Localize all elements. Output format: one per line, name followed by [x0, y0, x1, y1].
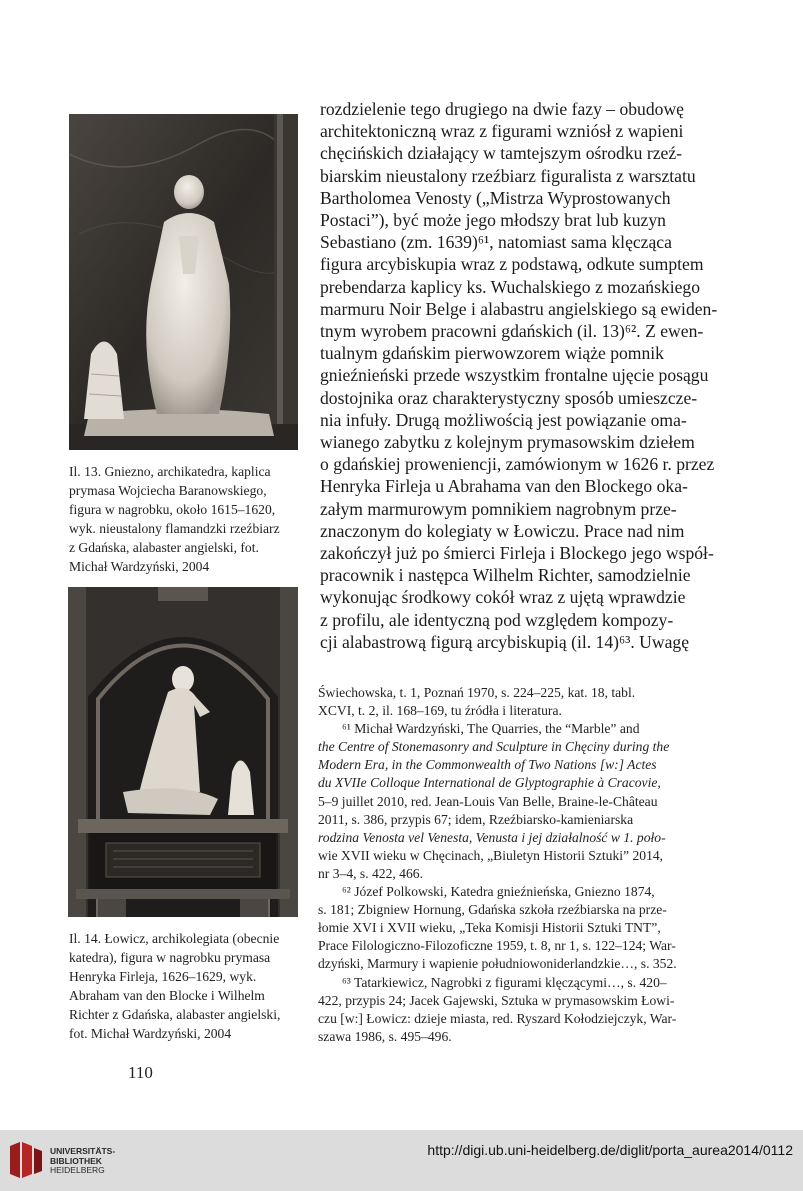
caption-line: Michał Wardzyński, 2004 [69, 559, 210, 574]
tomb-monument-photo-icon [68, 587, 298, 917]
footnote-line: Modern Era, in the Commonwealth of Two Nations [w:] Actes [318, 757, 657, 773]
body-line: tnym wyrobem pracowni gdańskich (il. 13)⁶². Z ewen- [320, 321, 704, 342]
footnote-line: dzyński, Marmury i wapienie południowoniderlandzkie…, s. 352. [318, 956, 677, 972]
footnote-line: ⁶² Józef Polkowski, Katedra gnieźnieńska, Gniezno 1874, [342, 884, 655, 900]
body-line: znaczonym do kolegiaty w Łowiczu. Prace nad nim [320, 520, 685, 541]
footnote-line: wie XVII wieku w Chęcinach, „Biuletyn Historii Sztuki” 2014, [318, 847, 664, 863]
footnote-line: łomie XVI i XVII wieku, „Teka Komisji Historii Sztuki TNT”, [318, 920, 661, 936]
footnote-line: s. 181; Zbigniew Hornung, Gdańska szkoła rzeźbiarska na prze- [318, 902, 667, 918]
caption-line: Il. 14. Łowicz, archikolegiata (obecnie [69, 931, 280, 946]
caption-line: katedra), figura w nagrobku prymasa [69, 950, 271, 965]
footnote-line: Świechowska, t. 1, Poznań 1970, s. 224–225, kat. 18, tabl. [318, 685, 636, 700]
body-line: rozdzielenie tego drugiego na dwie fazy – obudowę [320, 99, 684, 119]
library-logo-text [50, 1147, 115, 1176]
footnote-line: 2011, s. 386, przypis 67; idem, Rzeźbiarsko-kamieniarska [318, 811, 634, 827]
body-line: Bartholomea Venosty („Mistrza Wyprostowanych [320, 187, 671, 208]
logo-text-line: HEIDELBERG [50, 1165, 105, 1175]
logo-text-line: BIBLIOTHEK [50, 1155, 102, 1166]
footnote-line: rodzina Venosta vel Venesta, Venusta i jej działalność w 1. poło- [318, 829, 666, 845]
logo-text-line: UNIVERSITÄTS- [50, 1146, 116, 1156]
footnote-line: 422, przypis 24; Jacek Gajewski, Sztuka w prymasowskim Łowi- [318, 992, 675, 1008]
caption-line: Henryka Firleja, 1626–1629, wyk. [69, 969, 257, 984]
caption-line: Abraham van den Blocke i Wilhelm [69, 988, 265, 1003]
figure-13-photo [69, 114, 298, 450]
footnote-line: du XVIIe Colloque International de Glyptographie à Cracovie, [318, 775, 661, 791]
caption-line: z Gdańska, alabaster angielski, fot. [69, 540, 259, 555]
body-line: z profilu, ale identyczną pod względem kompozy- [320, 609, 674, 630]
body-line: wykonując środkowy cokół wraz z ujętą wprawdzie [320, 587, 686, 608]
figure-13-caption [69, 462, 280, 576]
footnote-line: 5–9 juillet 2010, red. Jean-Louis Van Belle, Braine-le-Château [318, 793, 658, 809]
body-line: architektoniczną wraz z figurami wzniósł z wapieni [320, 121, 684, 142]
body-line: zakończył już po śmierci Firleja i Blockego jego współ- [320, 543, 714, 564]
source-url[interactable]: http://digi.ub.uni-heidelberg.de/diglit/porta_aurea2014/0112 [427, 1142, 793, 1158]
body-line: dostojnika oraz charakterystyczny sposób umieszcze- [320, 387, 698, 408]
body-line: Henryka Firleja u Abrahama van den Blockego oka- [320, 476, 688, 497]
body-line: figura arcybiskupia wraz z podstawą, odkute sumptem [320, 254, 704, 275]
caption-line: prymasa Wojciecha Baranowskiego, [69, 483, 267, 498]
body-line: nia infuły. Drugą możliwością jest powiązanie oma- [320, 409, 687, 430]
caption-line: Richter z Gdańska, alabaster angielski, [69, 1007, 281, 1022]
figure-14-photo [68, 587, 298, 917]
kneeling-archbishop-statue-photo-icon [69, 114, 298, 450]
page-number: 110 [128, 1063, 153, 1082]
footnote-line: XCVI, t. 2, il. 168–169, tu źródła i literatura. [318, 703, 562, 719]
footnote-line: ⁶³ Tatarkiewicz, Nagrobki z figurami klęczącymi…, s. 420– [342, 974, 667, 990]
footnote-line: szawa 1986, s. 495–496. [318, 1028, 452, 1044]
body-line: cji alabastrową figurą arcybiskupią (il. 14)⁶³. Uwagę [320, 631, 690, 652]
body-line: o gdańskiej proweniencji, zamówionym w 1626 r. przez [320, 454, 715, 475]
body-line: biarskim nieustalony rzeźbiarz figuralista z warsztatu [320, 165, 696, 186]
university-library-logo-icon [8, 1140, 44, 1180]
footnote-line: ⁶¹ Michał Wardzyński, The Quarries, the “Marble” and [342, 721, 640, 737]
footnote-line: nr 3–4, s. 422, 466. [318, 865, 423, 881]
body-line: Postaci”), być może jego młodszy brat lub kuzyn [320, 210, 666, 231]
body-line: pracownik i następca Wilhelm Richter, samodzielnie [320, 565, 691, 586]
caption-line: Il. 13. Gniezno, archikatedra, kaplica [69, 464, 271, 479]
body-line: załym marmurowym pomnikiem nagrobnym prze- [320, 498, 677, 519]
body-line: tualnym gdańskim pierwowzorem wiąże pomnik [320, 343, 664, 364]
caption-line: wyk. nieustalony flamandzki rzeźbiarz [69, 521, 280, 536]
body-line: wianego zabytku z kolejnym prymasowskim dziełem [320, 432, 695, 453]
figure-14-caption [69, 929, 280, 1043]
body-line: gnieźnieński przede wszystkim frontalne ujęcie posągu [320, 365, 709, 386]
body-line: chęcińskich działający w tamtejszym ośrodku rzeź- [320, 143, 682, 164]
caption-line: figura w nagrobku, około 1615–1620, [69, 502, 276, 517]
footnotes [318, 684, 701, 1046]
body-line: Sebastiano (zm. 1639)⁶¹, natomiast sama klęcząca [320, 232, 672, 253]
footnote-line: Prace Filologiczno-Filozoficzne 1959, t. 8, nr 1, s. 122–124; War- [318, 938, 676, 954]
caption-line: fot. Michał Wardzyński, 2004 [69, 1026, 232, 1041]
body-text [320, 98, 718, 653]
body-line: prebendarza kaplicy ks. Wuchalskiego z mozańskiego [320, 276, 701, 297]
footer-bar [0, 1130, 803, 1191]
footnote-line: the Centre of Stonemasonry and Sculpture in Chęciny during the [318, 739, 670, 755]
body-line: marmuru Noir Belge i alabastru angielskiego są ewiden- [320, 298, 718, 319]
footnote-line: czu [w:] Łowicz: dzieje miasta, red. Ryszard Kołodziejczyk, War- [318, 1010, 677, 1026]
